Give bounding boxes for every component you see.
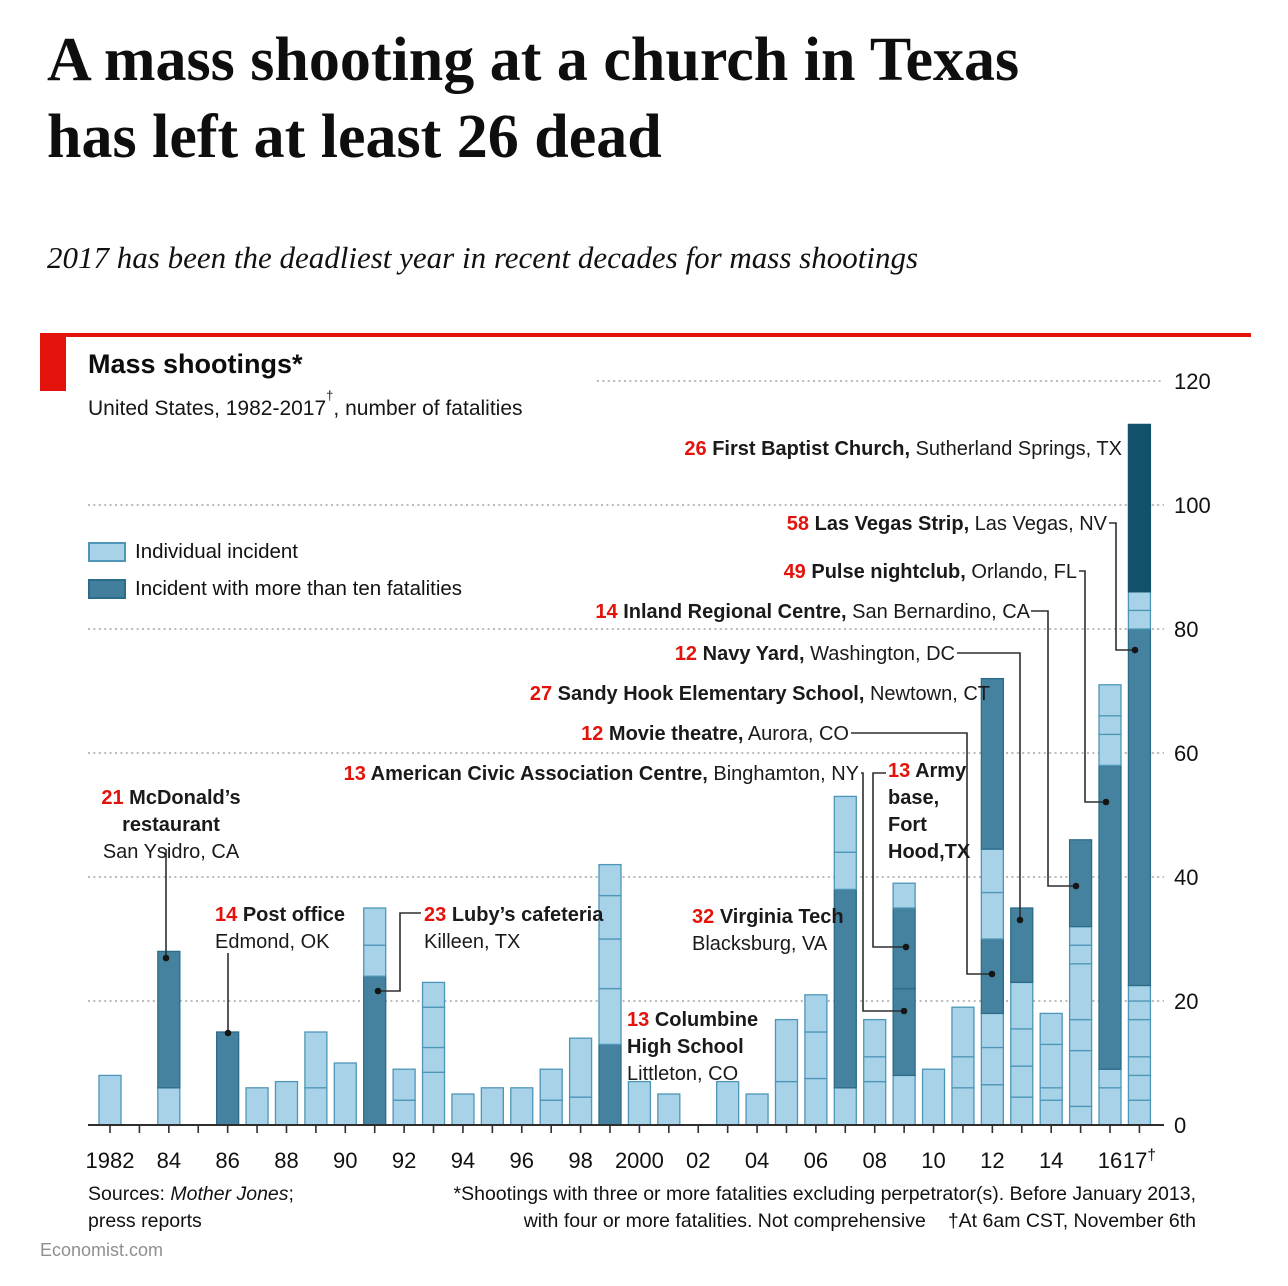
bar-segment-2000 — [628, 1082, 650, 1125]
bar-segment-2006 — [805, 995, 827, 1032]
bar-segment-1991 — [364, 976, 386, 1125]
headline-line-1: A mass shooting at a church in Texas — [47, 26, 1020, 94]
leader-dot-lubys — [375, 988, 382, 995]
y-axis-label-40: 40 — [1174, 865, 1199, 890]
bar-segment-1992 — [393, 1100, 415, 1125]
bar-segment-1999 — [599, 1044, 621, 1125]
bar-segment-2006 — [805, 1079, 827, 1126]
y-axis-label-60: 60 — [1174, 741, 1199, 766]
bar-segment-2014 — [1040, 1044, 1062, 1087]
sources-note-line2: press reports — [88, 1210, 202, 1232]
annotation-columbine: 13 Columbine High School Littleton, CO — [627, 1009, 759, 1085]
bar-segment-2015 — [1070, 945, 1092, 964]
x-axis-label-1986: 86 — [215, 1148, 240, 1173]
bar-segment-1982 — [99, 1075, 121, 1125]
bar-segment-2013 — [1011, 982, 1033, 1029]
bar-segment-2007 — [834, 852, 856, 889]
bar-segment-2011 — [952, 1088, 974, 1125]
bar-segment-1997 — [540, 1069, 562, 1100]
bar-segment-2016 — [1099, 716, 1121, 735]
leader-dot-mcdonalds — [163, 955, 170, 962]
bar-segment-2011 — [952, 1057, 974, 1088]
sources-note: Sources: Mother Jones; press reports — [88, 1181, 294, 1235]
bar-segment-2017 — [1128, 1057, 1150, 1076]
headline-line-2: has left at least 26 dead — [47, 103, 662, 171]
leader-dot-pulse — [1103, 799, 1110, 806]
leader-dot-san_bernardino — [1073, 883, 1080, 890]
bar-segment-1995 — [481, 1088, 503, 1125]
x-axis-label-2008: 08 — [862, 1148, 887, 1173]
bar-segment-2007 — [834, 796, 856, 852]
bar-segment-1989 — [305, 1088, 327, 1125]
x-axis-label-2014: 14 — [1038, 1148, 1064, 1173]
annotation-las_vegas: 58 Las Vegas Strip, Las Vegas, NV — [786, 513, 1107, 535]
x-axis-label-2012: 12 — [980, 1148, 1005, 1173]
bar-segment-2016 — [1099, 1088, 1121, 1125]
bar-segment-2016 — [1099, 734, 1121, 765]
bar-segment-2004 — [746, 1094, 768, 1125]
x-axis-label-2000: 2000 — [614, 1148, 664, 1173]
bar-segment-1996 — [511, 1088, 533, 1125]
annotation-navy_yard: 12 Navy Yard, Washington, DC — [674, 643, 955, 665]
source-name: Mother Jones — [170, 1183, 289, 1205]
bar-segment-2017 — [1128, 610, 1150, 629]
bar-segment-2008 — [864, 1082, 886, 1125]
footnote-dagger: †At 6am CST, November 6th — [947, 1210, 1196, 1232]
y-axis-label-100: 100 — [1174, 493, 1211, 518]
bar-segment-2017 — [1128, 592, 1150, 611]
y-axis-label-120: 120 — [1174, 369, 1211, 394]
bar-segment-2005 — [775, 1082, 797, 1125]
bar-segment-2017 — [1128, 1100, 1150, 1125]
x-axis-label-2010: 10 — [921, 1148, 946, 1173]
bar-segment-2017 — [1128, 1020, 1150, 1057]
leader-dot-navy_yard — [1017, 917, 1024, 924]
leader-dot-fort_hood — [903, 944, 910, 951]
bar-segment-2009 — [893, 1075, 915, 1125]
bar-segment-1987 — [246, 1088, 268, 1125]
bar-segment-2014 — [1040, 1088, 1062, 1100]
bar-segment-2003 — [717, 1082, 739, 1125]
bar-segment-1990 — [334, 1063, 356, 1125]
x-axis-label-1990: 90 — [333, 1148, 358, 1173]
bar-segment-2012 — [981, 1048, 1003, 1085]
bar-segment-2015 — [1070, 927, 1092, 946]
leader-dot-post_office — [225, 1030, 232, 1037]
bar-segment-2012 — [981, 1013, 1003, 1047]
footnote-line1: *Shootings with three or more fatalities excluding perpetrator(s). Before January 2013, — [453, 1183, 1196, 1205]
bar-segment-1993 — [423, 1048, 445, 1073]
bar-segment-2014 — [1040, 1100, 1062, 1125]
bar-segment-2016 — [1099, 685, 1121, 716]
bar-segment-1984 — [158, 951, 180, 1087]
footnote — [454, 1181, 1196, 1235]
y-axis-label-20: 20 — [1174, 989, 1199, 1014]
x-axis-label-1988: 88 — [274, 1148, 299, 1173]
bar-segment-1991 — [364, 908, 386, 945]
annotation-mcdonalds: 21 McDonald’s restaurant San Ysidro, CA — [101, 787, 241, 863]
bar-segment-2006 — [805, 1032, 827, 1079]
bar-segment-1989 — [305, 1032, 327, 1088]
bar-segment-2016 — [1099, 765, 1121, 1069]
annotation-virginia_tech: 32 Virginia Tech Blacksburg, VA — [692, 906, 844, 955]
x-axis-label-2006: 06 — [803, 1148, 829, 1173]
bar-segment-2017 — [1128, 1075, 1150, 1100]
chart-title: Mass shootings* — [88, 349, 303, 379]
standfirst: 2017 has been the deadliest year in recent decades for mass shootings — [47, 240, 919, 275]
bar-segment-1986 — [217, 1032, 239, 1125]
leader-line-san_bernardino — [1031, 611, 1074, 886]
annotation-fort_hood: 13 Army base, Fort Hood,TX — [888, 760, 971, 863]
x-axis-label-1996: 96 — [509, 1148, 535, 1173]
bar-segment-2009 — [893, 989, 915, 1076]
bar-segment-1998 — [570, 1097, 592, 1125]
bar-segment-2012 — [981, 1085, 1003, 1125]
dagger-icon: † — [326, 388, 334, 403]
bar-segment-2015 — [1070, 1051, 1092, 1107]
bar-segment-2005 — [775, 1020, 797, 1082]
bar-segment-2015 — [1070, 1106, 1092, 1125]
bar-segment-2017 — [1128, 629, 1150, 986]
bar-segment-2011 — [952, 1007, 974, 1057]
x-axis-label-2002: 02 — [685, 1148, 711, 1173]
bar-segment-2016 — [1099, 1069, 1121, 1088]
y-axis-label-0: 0 — [1174, 1113, 1187, 1138]
bar-segment-2015 — [1070, 1020, 1092, 1051]
bar-segment-1993 — [423, 982, 445, 1007]
x-axis-label-1982: 1982 — [85, 1148, 135, 1173]
x-axis-label-1992: 92 — [391, 1148, 417, 1173]
annotation-binghamton: 13 American Civic Association Centre, Binghamton, NY — [343, 763, 859, 785]
bar-segment-2015 — [1070, 840, 1092, 927]
x-axis-label-1998: 98 — [568, 1148, 593, 1173]
bar-segment-2013 — [1011, 1066, 1033, 1097]
x-axis-label-1984: 84 — [156, 1148, 182, 1173]
annotation-sandy_hook: 27 Sandy Hook Elementary School, Newtown, CT — [529, 683, 990, 705]
bar-segment-1998 — [570, 1038, 592, 1097]
legend-label: Individual incident — [135, 540, 298, 563]
footnote-line2: with four or more fatalities. Not comprehensive †At 6am CST, November 6th — [523, 1210, 1196, 1232]
legend-label: Incident with more than ten fatalities — [135, 577, 463, 600]
bar-segment-1994 — [452, 1094, 474, 1125]
bar-segment-2009 — [893, 883, 915, 908]
bar-segment-1999 — [599, 865, 621, 896]
leader-dot-las_vegas — [1132, 647, 1139, 654]
bar-segment-2015 — [1070, 964, 1092, 1020]
x-axis-label-2016: 16 — [1097, 1148, 1123, 1173]
bar-segment-2008 — [864, 1020, 886, 1057]
y-axis-label-80: 80 — [1174, 617, 1199, 642]
bar-segment-2007 — [834, 1088, 856, 1125]
bar-segment-2013 — [1011, 1029, 1033, 1066]
bar-segment-1984 — [158, 1088, 180, 1125]
bar-segment-2010 — [923, 1069, 945, 1125]
chart-subtitle: United States, 1982-2017†, number of fatalities — [88, 388, 523, 420]
bar-segment-1993 — [423, 1072, 445, 1125]
annotation-post_office: 14 Post office Edmond, OK — [215, 904, 346, 953]
x-axis-label-1994: 94 — [450, 1148, 476, 1173]
bar-segment-2012 — [981, 849, 1003, 892]
bar-segment-2008 — [864, 1057, 886, 1082]
bar-segment-1997 — [540, 1100, 562, 1125]
bar-segment-2014 — [1040, 1013, 1062, 1044]
bar-segment-2013 — [1011, 1097, 1033, 1125]
leader-dot-binghamton — [901, 1008, 908, 1015]
annotation-aurora: 12 Movie theatre, Aurora, CO — [581, 723, 849, 745]
x-axis-label-2017: 17† — [1122, 1146, 1156, 1173]
bar-segment-1999 — [599, 989, 621, 1045]
bar-segment-1991 — [364, 945, 386, 976]
bar-segment-1988 — [275, 1082, 297, 1125]
bar-segment-2017 — [1128, 424, 1150, 591]
bar-segment-2012 — [981, 893, 1003, 940]
x-axis-label-2004: 04 — [744, 1148, 770, 1173]
leader-dot-aurora — [989, 971, 996, 978]
annotation-pulse: 49 Pulse nightclub, Orlando, FL — [783, 561, 1077, 583]
bar-segment-1992 — [393, 1069, 415, 1100]
bar-segment-1993 — [423, 1007, 445, 1047]
bar-segment-2017 — [1128, 1001, 1150, 1020]
annotation-first_baptist: 26 First Baptist Church, Sutherland Springs, TX — [684, 438, 1122, 460]
economist-com-link[interactable]: Economist.com — [40, 1240, 164, 1260]
annotation-lubys: 23 Luby’s cafeteria Killeen, TX — [424, 904, 604, 953]
bar-segment-2017 — [1128, 986, 1150, 1002]
bar-segment-2001 — [658, 1094, 680, 1125]
annotation-san_bernardino: 14 Inland Regional Centre, San Bernardino, CA — [595, 601, 1030, 623]
